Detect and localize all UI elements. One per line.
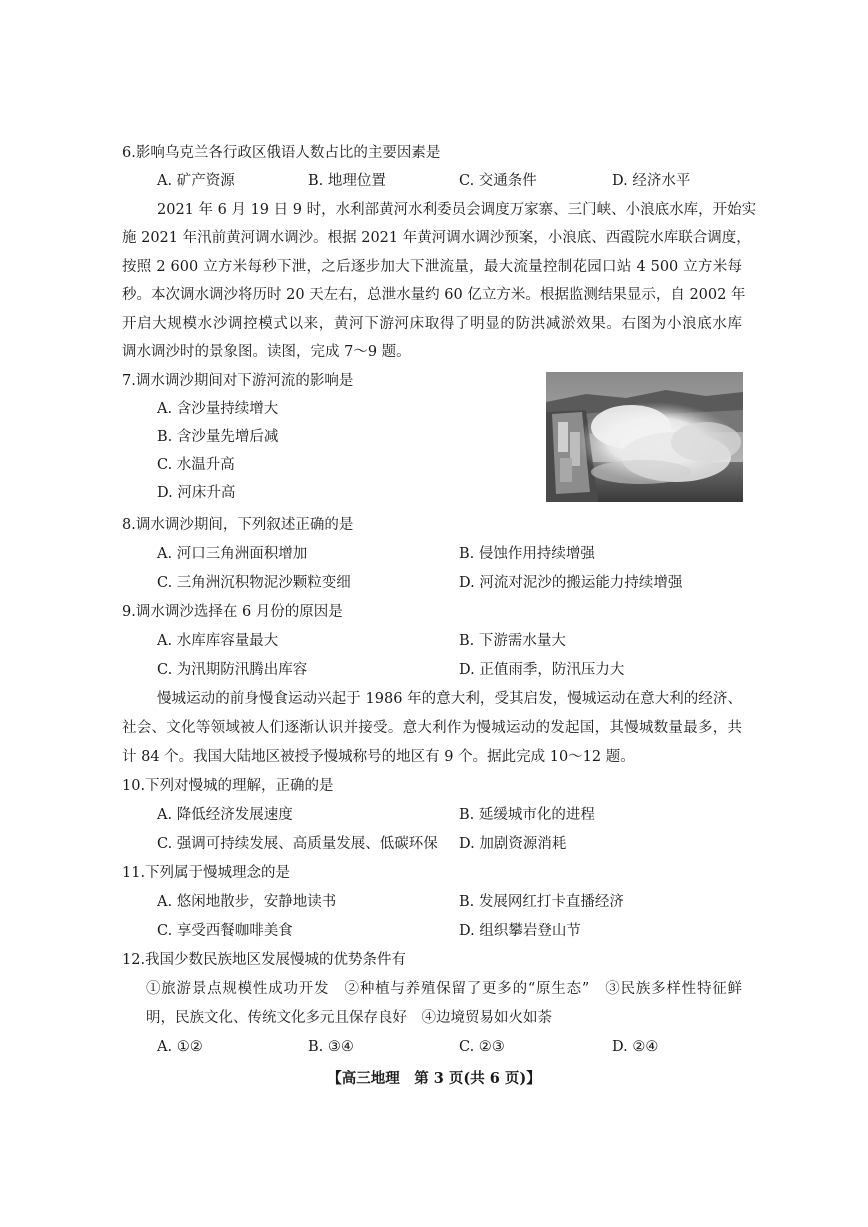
q10-option-b: B. 延缓城市化的进程 (459, 807, 595, 823)
q9-option-a: A. 水库库容量最大 (157, 633, 279, 649)
q6-option-b: B. 地理位置 (308, 173, 386, 189)
q9-option-d: D. 正值雨季，防汛压力大 (459, 662, 625, 678)
passage2-line: 慢城运动的前身慢食运动兴起于 1986 年的意大利，受其启发，慢城运动在意大利的经济、 (157, 691, 742, 707)
q7-option-d: D. 河床升高 (157, 485, 236, 501)
q12-items-line: 明，民族文化、传统文化多元且保存良好 ④边境贸易如火如荼 (146, 1010, 552, 1026)
q9-stem: 9.调水调沙选择在 6 月份的原因是 (122, 604, 343, 620)
passage1-line: 2021 年 6 月 19 日 9 时，水利部黄河水利委员会调度万家寨、三门峡、小浪底水库，开始实 (157, 202, 757, 218)
passage1-line: 开启大规模水沙调控模式以来，黄河下游河床取得了明显的防洪减淤效果。右图为小浪底水库 (122, 316, 742, 332)
q11-option-c: C. 享受西餐咖啡美食 (157, 923, 293, 939)
q12-items-line: ①旅游景点规模性成功开发 ②种植与养殖保留了更多的“原生态” ③民族多样性特征鲜 (146, 981, 742, 997)
q10-stem: 10.下列对慢城的理解，正确的是 (122, 778, 334, 794)
q10-option-a: A. 降低经济发展速度 (157, 807, 293, 823)
q11-stem: 11.下列属于慢城理念的是 (122, 865, 291, 881)
q11-option-d: D. 组织攀岩登山节 (459, 923, 581, 939)
q8-option-b: B. 侵蚀作用持续增强 (459, 546, 595, 562)
q11-option-a: A. 悠闲地散步，安静地读书 (157, 894, 337, 910)
q7-option-a: A. 含沙量持续增大 (157, 401, 279, 417)
q9-option-c: C. 为汛期防汛腾出库容 (157, 662, 308, 678)
q12-option-a: A. ①② (157, 1039, 203, 1055)
q6-stem: 6.影响乌克兰各行政区俄语人数占比的主要因素是 (122, 145, 441, 161)
q10-option-d: D. 加剧资源消耗 (459, 836, 567, 852)
q6-option-a: A. 矿产资源 (157, 173, 235, 189)
page-footer: 【高三地理 第 3 页(共 6 页)】 (327, 1070, 541, 1087)
passage1-line: 按照 2 600 立方米每秒下泄，之后逐步加大下泄流量，最大流量控制花园口站 4 500 立方米每 (122, 259, 742, 275)
passage1-line: 秒。本次调水调沙将历时 20 天左右，总泄水量约 60 亿立方米。根据监测结果显示，自 2002 年 (122, 287, 746, 303)
q8-option-a: A. 河口三角洲面积增加 (157, 546, 308, 562)
q12-option-c: C. ②③ (459, 1039, 505, 1055)
passage2-line: 社会、文化等领域被人们逐渐认识并接受。意大利作为慢城运动的发起国，其慢城数量最多，共 (122, 720, 742, 736)
q12-option-b: B. ③④ (308, 1039, 354, 1055)
q7-option-c: C. 水温升高 (157, 457, 235, 473)
xiaolangdi-reservoir-photo (546, 372, 743, 502)
q11-option-b: B. 发展网红打卡直播经济 (459, 894, 624, 910)
passage1-line: 调水调沙时的景象图。读图，完成 7～9 题。 (122, 344, 411, 360)
q7-stem: 7.调水调沙期间对下游河流的影响是 (122, 373, 354, 389)
q9-option-b: B. 下游需水量大 (459, 633, 566, 649)
q8-stem: 8.调水调沙期间，下列叙述正确的是 (122, 517, 354, 533)
q7-option-b: B. 含沙量先增后减 (157, 429, 279, 445)
q8-option-c: C. 三角洲沉积物泥沙颗粒变细 (157, 575, 351, 591)
q12-stem: 12.我国少数民族地区发展慢城的优势条件有 (122, 952, 407, 968)
passage2-line: 计 84 个。我国大陆地区被授予慢城称号的地区有 9 个。据此完成 10～12 题。 (122, 749, 635, 765)
q12-option-d: D. ②④ (612, 1039, 659, 1055)
q6-option-c: C. 交通条件 (459, 173, 537, 189)
passage1-line: 施 2021 年汛前黄河调水调沙。根据 2021 年黄河调水调沙预案，小浪底、西霞院水库联合调度， (122, 230, 751, 246)
q10-option-c: C. 强调可持续发展、高质量发展、低碳环保 (157, 836, 438, 852)
q6-option-d: D. 经济水平 (612, 173, 691, 189)
q8-option-d: D. 河流对泥沙的搬运能力持续增强 (459, 575, 683, 591)
